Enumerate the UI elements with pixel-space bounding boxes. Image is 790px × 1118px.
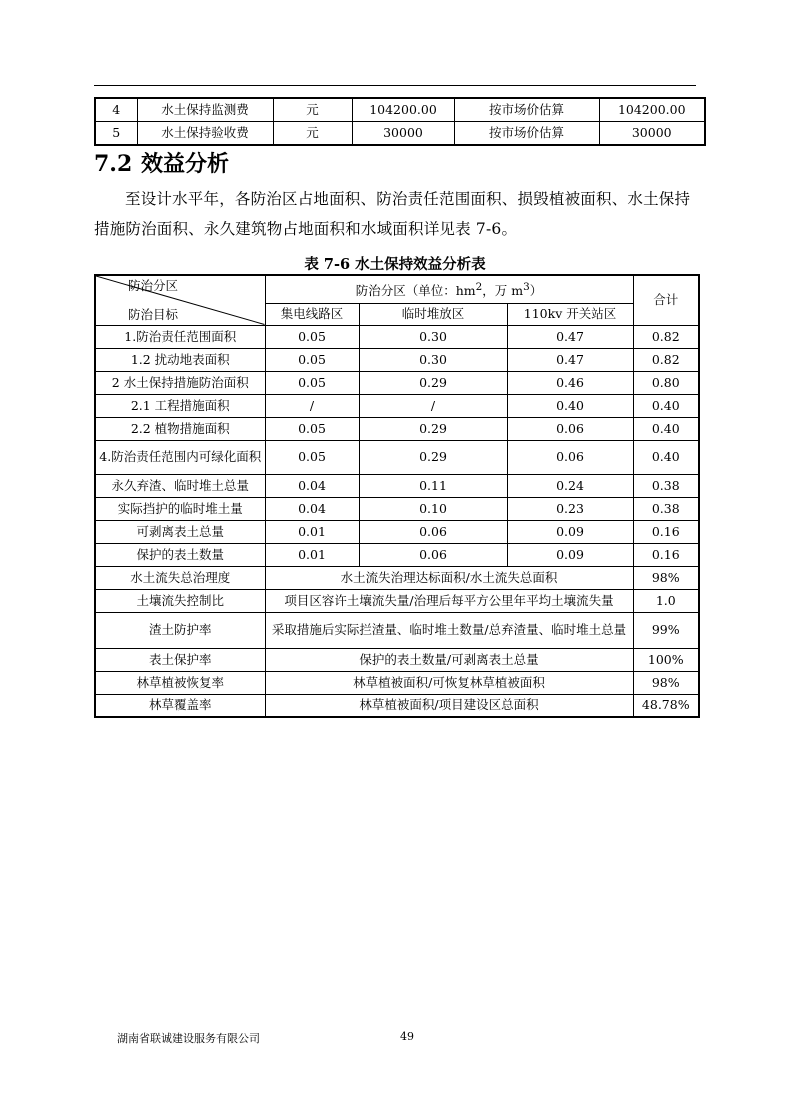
value-cell: 99% [633,612,699,648]
table-cell: 0.05 [265,371,359,394]
table-cell: 0.47 [507,325,633,348]
row-label: 实际挡护的临时堆土量 [95,497,265,520]
table-cell: 0.40 [633,440,699,474]
benefit-analysis-table [94,274,700,718]
diagonal-header-cell [95,275,265,325]
table-cell: 按市场价估算 [454,122,599,146]
row-label: 4.防治责任范围内可绿化面积 [95,440,265,474]
table-cell: 0.01 [265,520,359,543]
table-row [95,694,699,717]
row-label: 2 水土保持措施防治面积 [95,371,265,394]
table-row [95,474,699,497]
table-cell: 0.82 [633,325,699,348]
value-cell: 1.0 [633,589,699,612]
formula-cell: 项目区容许土壤流失量/治理后每平方公里年平均土壤流失量 [265,589,633,612]
table-cell: 0.06 [507,440,633,474]
table-row [95,671,699,694]
table-cell: 0.16 [633,520,699,543]
table-cell: 元 [273,122,352,146]
formula-cell: 保护的表土数量/可剥离表土总量 [265,648,633,671]
table-cell: 0.47 [507,348,633,371]
header-rule [94,85,696,86]
table-cell: 4 [95,98,137,122]
table-row [95,98,705,122]
row-label: 1.2 扰动地表面积 [95,348,265,371]
diagonal-line [96,276,265,325]
formula-cell: 采取措施后实际拦渣量、临时堆土数量/总弃渣量、临时堆土总量 [265,612,633,648]
table-cell: 0.80 [633,371,699,394]
corner-top-label: 防治分区 [128,278,179,293]
footer-company: 湖南省联诚建设服务有限公司 [117,1032,260,1045]
table-cell: 0.06 [507,417,633,440]
table-cell: 0.04 [265,474,359,497]
table-row [95,520,699,543]
table-cell: 0.05 [265,417,359,440]
table-caption: 表 7-6 水土保持效益分析表 [304,256,486,273]
footer-page-number: 49 [400,1030,414,1043]
table-row [95,497,699,520]
table-cell: / [265,394,359,417]
table-cell: 0.05 [265,325,359,348]
body-paragraph: 至设计水平年，各防治区占地面积、防治责任范围面积、损毁植被面积、水土保持措施防治面积、永久建筑物占地面积和水域面积详见表 7-6。 [94,190,691,238]
row-label: 永久弃渣、临时堆土总量 [95,474,265,497]
table-cell: 按市场价估算 [454,98,599,122]
table-cell: 0.30 [359,348,507,371]
table-cell: 0.82 [633,348,699,371]
section-number: 7.2 [94,151,133,177]
table-cell: 0.06 [359,543,507,566]
table-cell: 0.29 [359,417,507,440]
table-cell: 104200.00 [599,98,705,122]
table-row [95,371,699,394]
cost-table-continued [94,97,706,146]
table-cell: 0.11 [359,474,507,497]
table-cell: 0.29 [359,371,507,394]
table-cell: 水土保持验收费 [137,122,273,146]
sub-header: 集电线路区 [265,303,359,325]
table-cell: 0.29 [359,440,507,474]
table-cell: 104200.00 [352,98,454,122]
value-cell: 48.78% [633,694,699,717]
table-cell: 0.05 [265,440,359,474]
row-label: 2.1 工程措施面积 [95,394,265,417]
table-row [95,348,699,371]
table-cell: 0.10 [359,497,507,520]
table-cell: 0.04 [265,497,359,520]
row-label: 林草覆盖率 [95,694,265,717]
table-cell: 0.30 [359,325,507,348]
table-row [95,543,699,566]
sub-header: 临时堆放区 [359,303,507,325]
benefit-table-body [95,275,699,717]
table-cell: 0.38 [633,497,699,520]
row-label: 2.2 植物措施面积 [95,417,265,440]
group-header: 防治分区（单位：$hm^2$，万 $m^3$） [265,275,633,303]
corner-bottom-label: 防治目标 [128,306,179,322]
sub-header: 110kv 开关站区 [507,303,633,325]
table-row [95,394,699,417]
table-cell: 元 [273,98,352,122]
table-cell: 0.06 [359,520,507,543]
table-cell: 0.40 [633,417,699,440]
table-cell: 0.40 [633,394,699,417]
table-row [95,612,699,648]
cost-table-body [95,98,705,145]
table-cell: 0.38 [633,474,699,497]
table-row [95,325,699,348]
table-row [95,566,699,589]
table-cell: 0.23 [507,497,633,520]
row-label: 保护的表土数量 [95,543,265,566]
total-header: 合计 [633,275,699,325]
table-cell: 水土保持监测费 [137,98,273,122]
table-row [95,589,699,612]
row-label: 土壤流失控制比 [95,589,265,612]
section-title: 效益分析 [141,152,230,177]
formula-cell: 林草植被面积/项目建设区总面积 [265,694,633,717]
table-cell: 0.09 [507,543,633,566]
row-label: 林草植被恢复率 [95,671,265,694]
table-cell: 0.40 [507,394,633,417]
table-cell: / [359,394,507,417]
table-cell: 30000 [352,122,454,146]
table-cell: 0.46 [507,371,633,394]
value-cell: 98% [633,671,699,694]
row-label: 表土保护率 [95,648,265,671]
table-row [95,440,699,474]
row-label: 1.防治责任范围面积 [95,325,265,348]
value-cell: 100% [633,648,699,671]
table-cell: 0.05 [265,348,359,371]
table-cell: 0.09 [507,520,633,543]
row-label: 渣土防护率 [95,612,265,648]
table-cell: 0.24 [507,474,633,497]
row-label: 可剥离表土总量 [95,520,265,543]
table-cell: 5 [95,122,137,146]
formula-cell: 水土流失治理达标面积/水土流失总面积 [265,566,633,589]
table-row [95,122,705,146]
section-heading [94,147,229,178]
value-cell: 98% [633,566,699,589]
table-cell: 0.01 [265,543,359,566]
table-row [95,417,699,440]
row-label: 水土流失总治理度 [95,566,265,589]
formula-cell: 林草植被面积/可恢复林草植被面积 [265,671,633,694]
table-cell: 0.16 [633,543,699,566]
table-row [95,648,699,671]
table-cell: 30000 [599,122,705,146]
